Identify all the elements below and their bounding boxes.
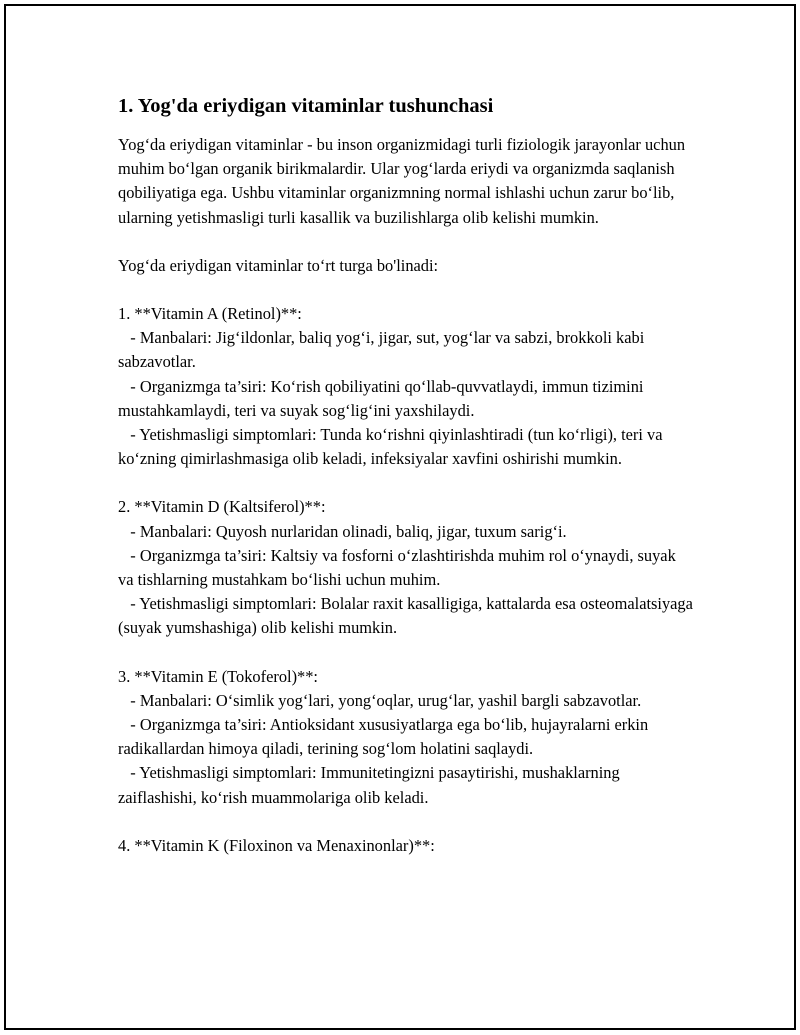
vitamin-d-deficiency: - Yetishmasligi simptomlari: Bolalar raxit kasalligiga, kattalarda esa osteomalatsiyaga (suyak yumshashiga) olib kelishi mumkin.	[118, 594, 698, 638]
vitamin-d-effect: - Organizmga ta’siri: Kaltsiy va fosforni o‘zlashtirishda muhim rol o‘ynaydi, suyak va tishlarning mustahkam bo‘lishi uchun muhim.	[118, 545, 680, 590]
vitamin-a-sources: - Manbalari: Jig‘ildonlar, baliq yog‘i, jigar, sut, yog‘lar va sabzi, brokkoli kabi sabzavotlar.	[118, 328, 649, 372]
vitamin-a-deficiency: - Yetishmasligi simptomlari: Tunda ko‘rishni qiyinlashtiradi (tun ko‘rligi), teri va ko‘zning qimirlashmasiga olib keladi, infeksiyalar xavfini oshirishi mumkin.	[118, 425, 667, 469]
vitamin-a-effect: - Organizmga ta’siri: Ko‘rish qobiliyatini qo‘llab-quvvatlaydi, immun tizimini mustahkamlaydi, teri va suyak sog‘lig‘ini yaxshilaydi.	[118, 376, 648, 420]
vitamin-d-section	[118, 495, 698, 640]
intro-paragraph: Yog‘da eriydigan vitaminlar - bu inson organizmidagi turli fiziologik jarayonlar uchun muhim bo‘lgan organik birikmalardir. Ular yog‘larda eriydi va organizmda saqlanish qobiliyatiga ega. Ushbu vitaminlar organizmning normal ishlashi uchun zarur bo‘lib, ularning yetishmasligi turli kasallik va buzilishlarga olib kelishi mumkin.	[118, 135, 690, 227]
document-body	[118, 93, 698, 858]
vitamin-k-heading: 4. **Vitamin K (Filoxinon va Menaxinonlar)**:	[118, 835, 435, 855]
vitamin-e-effect: - Organizmga ta’siri: Antioksidant xususiyatlarga ega bo‘lib, hujayralarni erkin radikallardan himoya qiladi, terining sog‘lom holatini saqlaydi.	[118, 715, 653, 759]
vitamin-e-section	[118, 665, 693, 810]
types-paragraph: Yog‘da eriydigan vitaminlar to‘rt turga bo'linadi:	[118, 255, 439, 275]
vitamin-e-deficiency: - Yetishmasligi simptomlari: Immunitetingizni pasaytirishi, mushaklarning zaiflashishi, ko‘rish muammolariga olib keladi.	[118, 763, 624, 807]
vitamin-k-section	[118, 834, 693, 858]
document-title: 1. Yog'da eriydigan vitaminlar tushunchasi	[118, 95, 494, 117]
vitamin-a-section	[118, 302, 693, 471]
vitamin-e-heading: 3. **Vitamin E (Tokoferol)**:	[118, 666, 318, 686]
vitamin-a-heading: 1. **Vitamin A (Retinol)**:	[118, 304, 302, 324]
vitamin-e-sources: - Manbalari: O‘simlik yog‘lari, yong‘oqlar, urug‘lar, yashil bargli sabzavotlar.	[118, 690, 642, 710]
vitamin-d-sources: - Manbalari: Quyosh nurlaridan olinadi, baliq, jigar, tuxum sarig‘i.	[118, 521, 567, 541]
vitamin-d-heading: 2. **Vitamin D (Kaltsiferol)**:	[118, 497, 326, 517]
